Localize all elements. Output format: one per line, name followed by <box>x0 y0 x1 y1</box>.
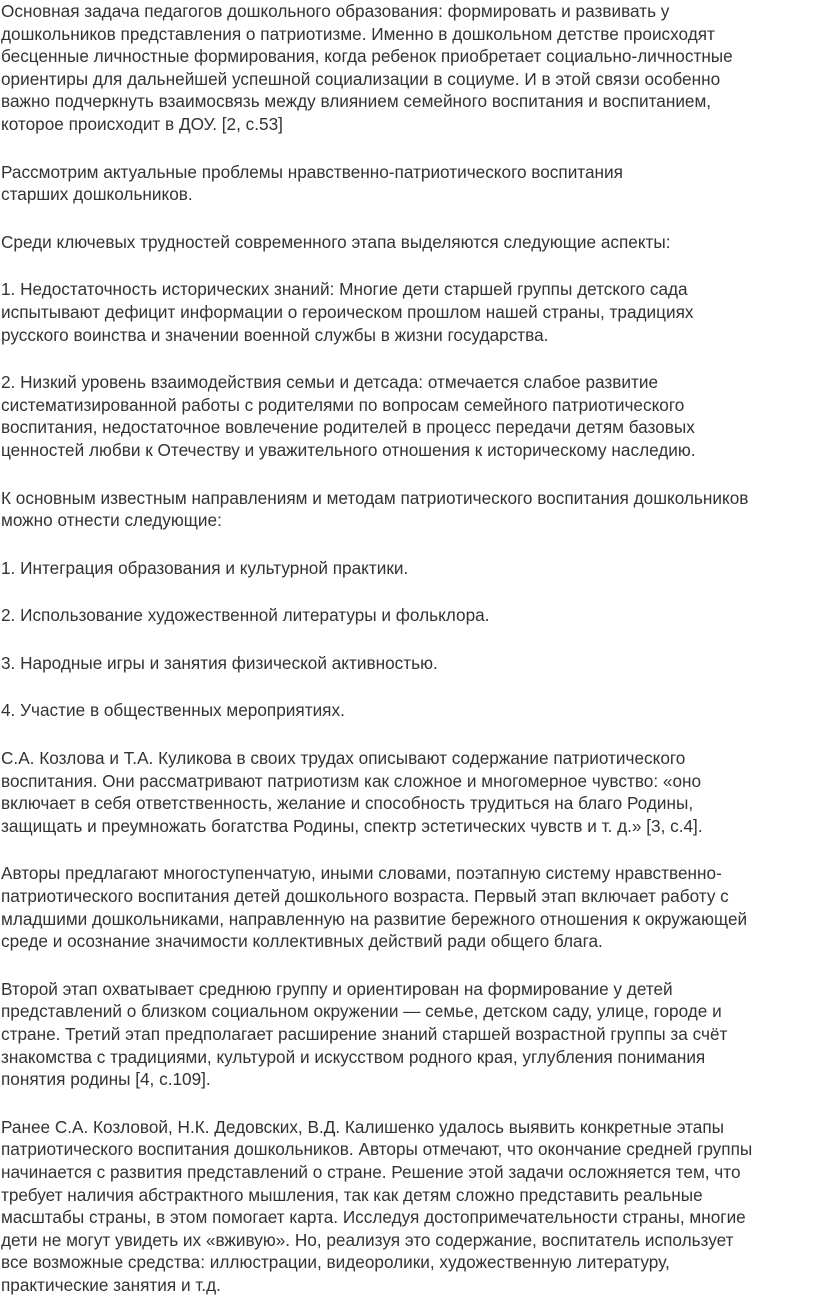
text-line: бесценные личностные формирования, когда ребенок приобретает социально-личностные <box>1 46 733 67</box>
text-line: важно подчеркнуть взаимосвязь между влиянием семейного воспитания и воспитанием, <box>1 91 712 112</box>
list-item-games <box>1 652 810 675</box>
text-line: русского воинства и значении военной службы в жизни государства. <box>1 324 549 345</box>
list-item-family <box>1 371 810 461</box>
text-line: начинается с развития представлений о стране. Решение этой задачи осложняется тем, что <box>1 1161 741 1182</box>
text-line: Рассмотрим актуальные проблемы нравственно-патриотического воспитания <box>1 161 623 182</box>
text-line: 4. Участие в общественных мероприятиях. <box>1 700 345 721</box>
text-line: Авторы предлагают многоступенчатую, иными словами, поэтапную систему нравственно- <box>1 863 722 884</box>
text-line: требует наличия абстрактного мышления, так как детям сложно представить реальные <box>1 1184 703 1205</box>
text-line: 2. Низкий уровень взаимодействия семьи и детсада: отмечается слабое развитие <box>1 372 659 393</box>
text-line: систематизированной работы с родителями по вопросам семейного патриотического <box>1 394 685 415</box>
text-line: Среди ключевых трудностей современного этапа выделяются следующие аспекты: <box>1 231 671 252</box>
text-line: Основная задача педагогов дошкольного образования: формировать и развивать у <box>1 1 670 21</box>
paragraph-kozlova <box>1 747 810 837</box>
text-line: испытывают дефицит информации о героическом прошлом нашей страны, традициях <box>1 301 694 322</box>
paragraph-stages <box>1 862 810 952</box>
text-line: которое происходит в ДОУ. [2, с.53] <box>1 113 283 134</box>
text-line: включает в себя ответственность, желание и способность трудиться на благо Родины, <box>1 793 694 814</box>
text-line: старших дошкольников. <box>1 184 193 205</box>
paragraph-directions <box>1 487 810 532</box>
text-line: все возможные средства: иллюстрации, видеоролики, художественную литературу, <box>1 1252 670 1273</box>
text-line: можно отнести следующие: <box>1 510 222 531</box>
text-line: среде и осознание значимости коллективных действий ради общего блага. <box>1 931 603 952</box>
text-line: практические занятия и т.д. <box>1 1274 221 1295</box>
text-line: патриотического воспитания дошкольников. Авторы отмечают, что окончание средней группы <box>1 1139 753 1160</box>
text-line: 2. Использование художественной литературы и фольклора. <box>1 605 490 626</box>
paragraph-earlier-research <box>1 1116 810 1297</box>
text-line: дошкольников представления о патриотизме. Именно в дошкольном детстве происходят <box>1 23 715 44</box>
text-line: воспитания, недостаточное вовлечение родителей в процесс передачи детям базовых <box>1 417 695 438</box>
text-line: К основным известным направлениям и методам патриотического воспитания дошкольников <box>1 487 749 508</box>
text-line: 3. Народные игры и занятия физической активностью. <box>1 652 438 673</box>
text-line: масштабы страны, в этом помогает карта. Исследуя достопримечательности страны, многие <box>1 1207 746 1228</box>
text-line: ориентиры для дальнейшей успешной социализации в социуме. И в этой связи особенно <box>1 68 721 89</box>
text-line: младшими дошкольниками, направленную на развитие бережного отношения к окружающей <box>1 908 748 929</box>
text-line: защищать и преумножать богатства Родины, спектр эстетических чувств и т. д.» [3, с.4]. <box>1 815 703 836</box>
text-line: патриотического воспитания детей дошкольного возраста. Первый этап включает работу с <box>1 886 729 907</box>
text-line: дети не могут увидеть их «вживую». Но, реализуя это содержание, воспитатель использует <box>1 1229 734 1250</box>
text-line: С.А. Козлова и Т.А. Куликова в своих трудах описывают содержание патриотического <box>1 748 686 769</box>
text-line: воспитания. Они рассматривают патриотизм как сложное и многомерное чувство: «оно <box>1 770 702 791</box>
paragraph-intro <box>1 0 810 136</box>
list-item-literature <box>1 604 810 627</box>
text-line: понятия родины [4, с.109]. <box>1 1069 211 1090</box>
text-line: знакомства с традициями, культурой и искусством родного края, углубления понимания <box>1 1046 706 1067</box>
text-line: Ранее С.А. Козловой, Н.К. Дедовских, В.Д. Калишенко удалось выявить конкретные этапы <box>1 1116 725 1137</box>
text-line: представлений о близком социальном окружении — семье, детском саду, улице, городе и <box>1 1001 722 1022</box>
text-line: стране. Третий этап предполагает расширение знаний старшей возрастной группы за счёт <box>1 1024 728 1044</box>
paragraph-difficulties <box>1 231 810 254</box>
list-item-history <box>1 278 810 346</box>
list-item-events <box>1 699 810 722</box>
text-line: ценностей любви к Отечеству и уважительного отношения к историческому наследию. <box>1 439 696 460</box>
text-line: 1. Недостаточность исторических знаний: Многие дети старшей группы детского сада <box>1 279 688 300</box>
list-item-integration <box>1 557 810 580</box>
paragraph-second-stage <box>1 978 810 1091</box>
text-line: Второй этап охватывает среднюю группу и ориентирован на формирование у детей <box>1 978 673 999</box>
paragraph-problems <box>1 161 810 206</box>
text-line: 1. Интеграция образования и культурной практики. <box>1 557 409 578</box>
